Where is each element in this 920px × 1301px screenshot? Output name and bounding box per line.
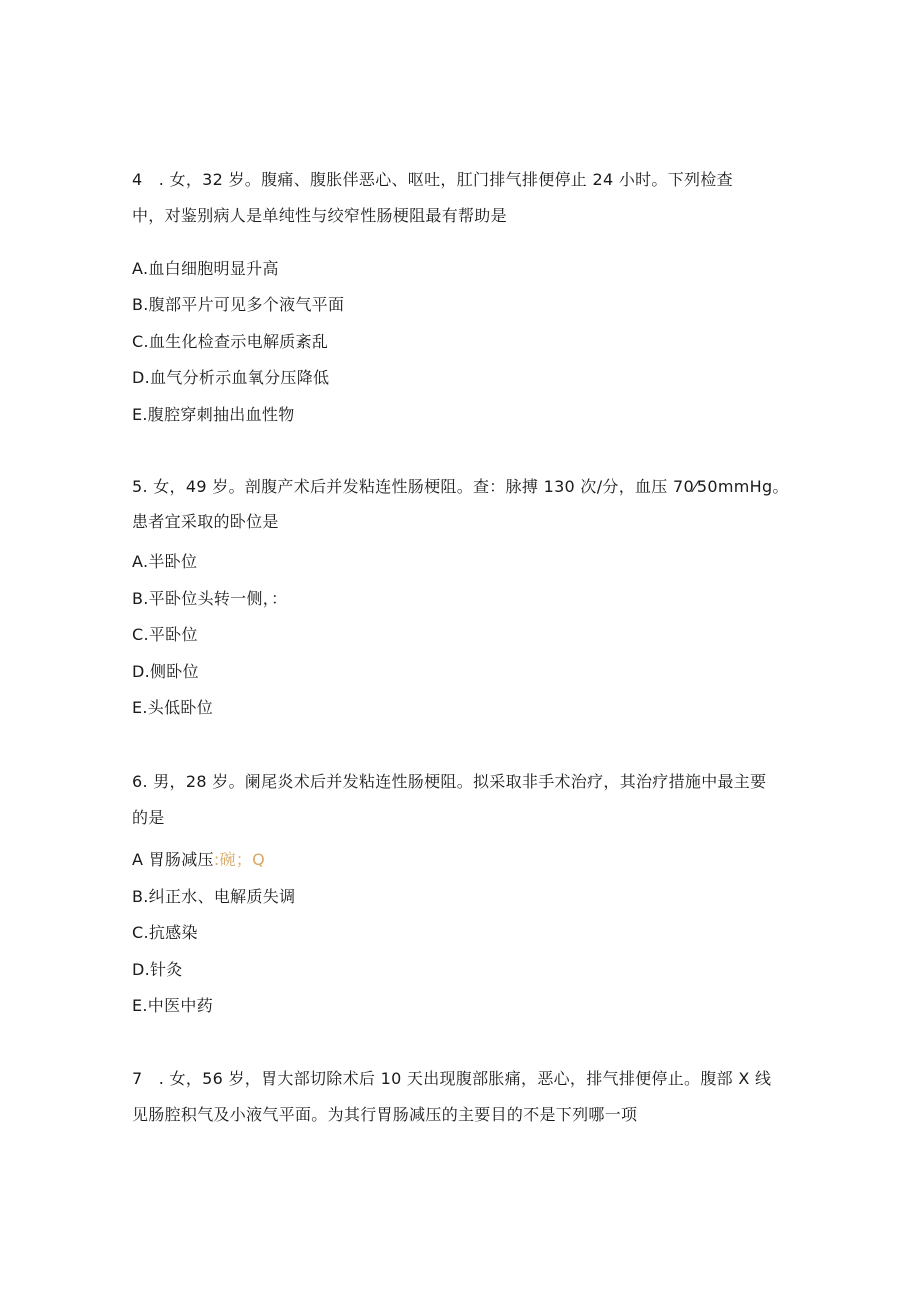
question-5-option-b: B.平卧位头转一侧，： — [132, 589, 288, 608]
question-4-option-a: A.血白细胞明显升高 — [132, 259, 279, 278]
question-6-option-a — [132, 850, 265, 870]
question-4-option-d: D.血气分析示血氧分压降低 — [132, 368, 330, 387]
question-4-option-c: C.血生化检查示电解质紊乱 — [132, 332, 329, 351]
question-7-stem-line-1: 7 . 女，56 岁，胃大部切除术后 10 天出现腹部胀痛，恶心，排气排便停止。腹部 X 线 — [132, 1069, 772, 1088]
question-5-stem-line-1: 5. 女，49 岁。剖腹产术后并发粘连性肠梗阻。查：脉搏 130 次/分，血压 70⁄50mmHg。 — [132, 477, 789, 496]
question-7-stem-line-2: 见肠腔积气及小液气平面。为其行胃肠减压的主要目的不是下列哪一项 — [132, 1105, 638, 1124]
question-6-stem-line-2: 的是 — [132, 808, 165, 827]
question-4-option-e: E.腹腔穿刺抽出血性物 — [132, 405, 295, 424]
question-6-option-d: D.针灸 — [132, 960, 183, 979]
question-5-option-d: D.侧卧位 — [132, 662, 199, 681]
question-5-option-e: E.头低卧位 — [132, 698, 213, 717]
question-5-option-c: C.平卧位 — [132, 625, 198, 644]
question-5-stem-line-2: 患者宜采取的卧位是 — [132, 512, 279, 531]
question-6-option-a-text: A 胃肠减压 — [132, 850, 214, 869]
question-6-option-b: B.纠正水、电解质失调 — [132, 887, 296, 906]
question-4-option-b: B.腹部平片可见多个液气平面 — [132, 295, 345, 314]
handwritten-answer-note: :碗；Q — [213, 850, 266, 869]
question-4-stem-line-2: 中，对鉴别病人是单纯性与绞窄性肠梗阻最有帮助是 — [132, 206, 507, 225]
question-6-option-e: E.中医中药 — [132, 996, 213, 1015]
question-6-stem-line-1: 6. 男，28 岁。阑尾炎术后并发粘连性肠梗阻。拟采取非手术治疗，其治疗措施中最主要 — [132, 772, 767, 791]
question-5-option-a: A.半卧位 — [132, 552, 198, 571]
question-4-stem-line-1: 4 . 女，32 岁。腹痛、腹胀伴恶心、呕吐，肛门排气排便停止 24 小时。下列检查 — [132, 170, 733, 189]
question-6-option-c: C.抗感染 — [132, 923, 198, 942]
